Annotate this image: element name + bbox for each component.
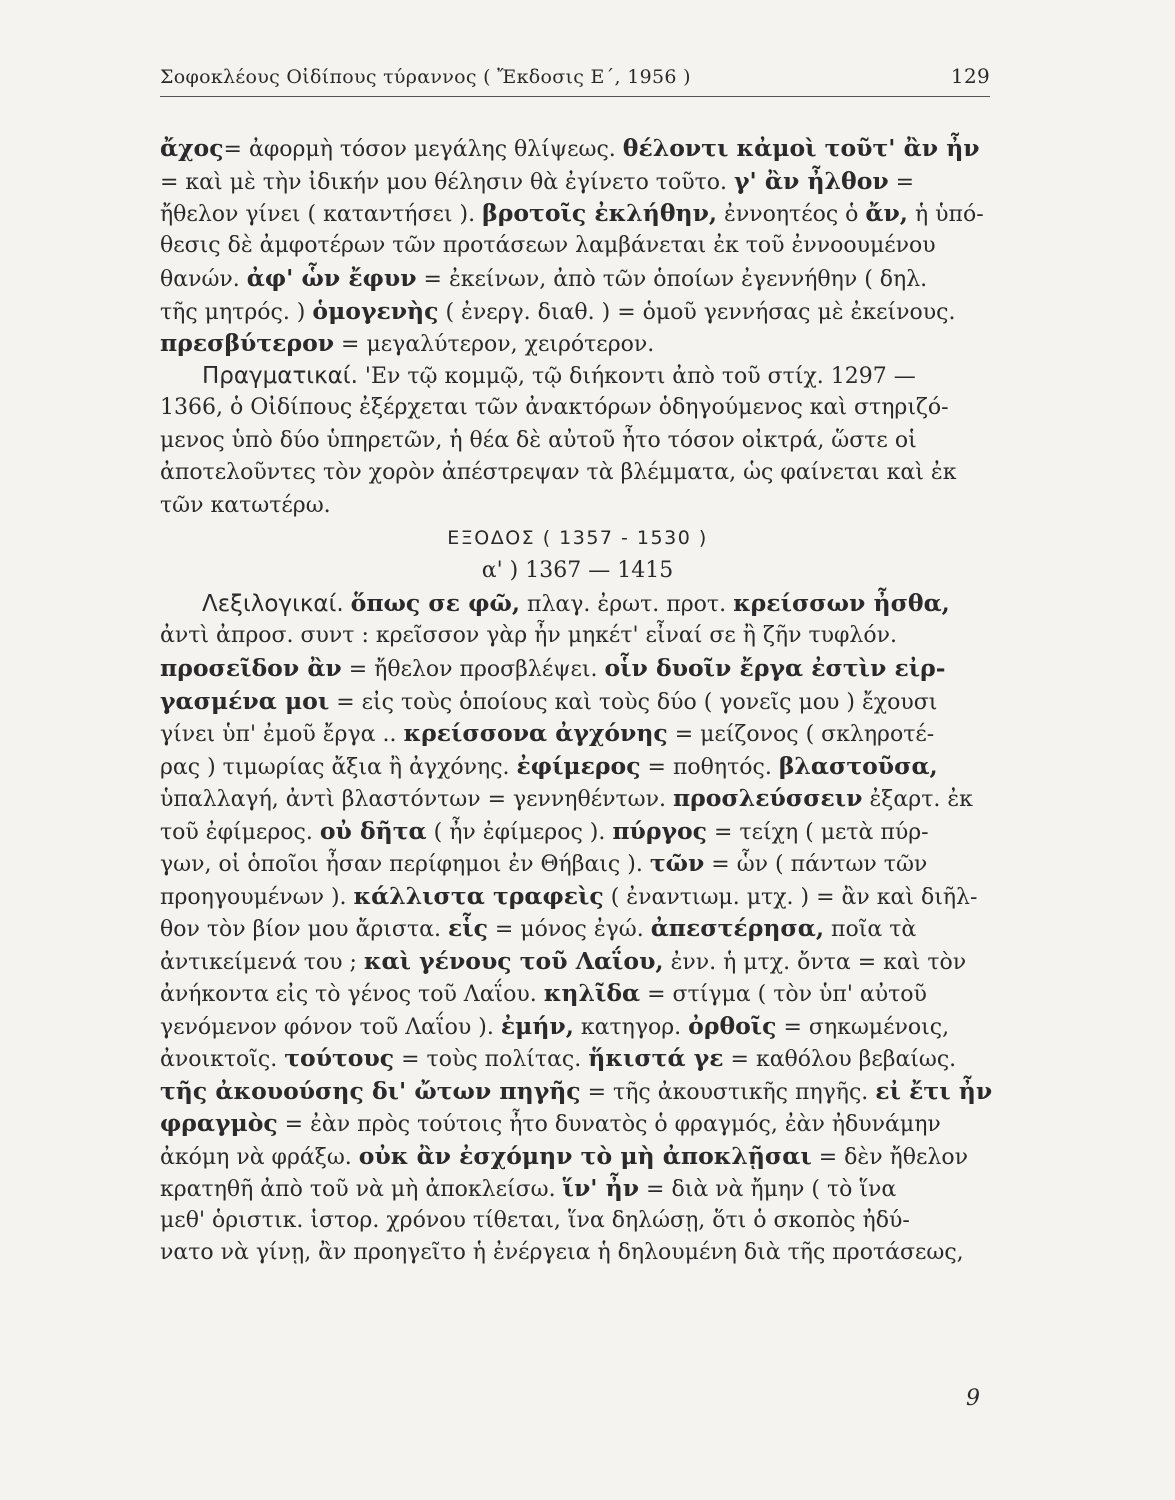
headword: βροτοῖς ἐκλήθην, [482,199,718,227]
section-label: Λεξιλογικαί. [202,591,344,617]
page-number: 129 [950,64,990,88]
text-line [160,815,995,848]
text-run: ἐνν. ἡ μτχ. ὄντα = καὶ τὸν [663,949,967,975]
headword: ἄν, [865,199,908,227]
text-line [160,1205,995,1238]
headword: ἵν' ἦν [562,1174,640,1202]
headword: κάλλιστα τραφεὶς [353,881,604,910]
text-line [160,685,995,718]
headword: ἀφ' ὧν ἔφυν [246,264,417,292]
text-run: = εἰς τοὺς ὁποίους καὶ τοὺς δύο ( γονεῖς μου ) ἔχουσι [329,689,938,715]
text-run: = σηκωμένοις, [776,1014,950,1040]
headword: ὀρθοῖς [688,1011,777,1040]
text-line [160,327,995,360]
headword: ἐφίμερος [516,751,641,780]
text-run: κατηγορ. [573,1014,689,1040]
header-title: Σοφοκλέους Οἰδίπους τύραννος ( Ἔκδοσις Ε΄, 1956 ) [160,66,691,88]
text-run: ἀκόμη νὰ φράξω. [160,1144,359,1170]
text-line [160,262,995,295]
text-line [160,425,995,458]
headword: τούτους [284,1044,395,1072]
text-run: ( ἐνεργ. διαθ. ) = ὁμοῦ γεννήσας μὲ ἐκείνους. [438,299,956,325]
text-run: 'Εν τῷ κομμῷ, τῷ διήκοντι ἀπὸ τοῦ στίχ. 1297 — [357,363,916,389]
text-line [160,652,995,685]
headword: εἷς [447,914,488,942]
text-run: = διὰ νὰ ἤμην ( τὸ ἵνα [639,1177,897,1202]
text-run: = μόνος ἐγώ. [487,917,651,942]
text-run [344,592,351,617]
text-run: = στίγμα ( τὸν ὑπ' αὐτοῦ [640,982,927,1007]
headword: πύργος [612,816,707,845]
headword: εἰ ἔτι ἦν [875,1076,993,1105]
text-line [160,1140,995,1173]
text-run: ἀντὶ ἀπροσ. συντ : κρεῖσσον γὰρ ἦν μηκέτ' εἶναί σε ἢ ζῆν τυφλόν. [160,622,897,648]
text-line [160,1237,995,1270]
text-run: = καὶ μὲ τὴν ἰδικήν μου θέλησιν θὰ ἐγίνετο τοῦτο. [160,169,734,195]
text-line [160,1075,995,1108]
text-line [160,230,995,263]
text-line [160,1042,995,1075]
text-run: = τοὺς πολίτας. [394,1047,589,1072]
text-run: ἡ ὑπό- [907,202,984,227]
text-run: ἀντικείμενά του ; [160,949,364,975]
text-line [160,360,995,393]
text-run: θεσις δὲ ἀμφοτέρων τῶν προτάσεων λαμβάνεται ἐκ τοῦ ἐννοουμένου [160,232,936,258]
text-line [160,945,995,978]
section-label: Πραγματικαί. [202,362,358,389]
text-run: ἀνήκοντα εἰς τὸ γένος τοῦ Λαΐου. [160,982,544,1007]
headword: ἥκιστά γε [588,1044,724,1072]
headword: ὅπως σε φῶ, [350,589,521,617]
text-run: τοῦ ἐφίμερος. [160,819,320,845]
text-line [160,197,995,230]
text-line [160,1010,995,1043]
text-run: = τῆς ἀκουστικῆς πηγῆς. [580,1079,876,1105]
text-run: θον τὸν βίον μου ἄριστα. [160,917,448,942]
text-run: α' ) 1367 — 1415 [481,557,674,583]
text-run: ποῖα τὰ [824,917,917,942]
text-line [160,522,995,555]
text-run: = ἤθελον προσβλέψει. [341,657,605,682]
headword: φραγμὸς [160,1109,278,1137]
headword: βλαστοῦσα, [778,751,938,780]
text-line [160,490,995,523]
headword: γασμένα μοι [160,686,330,715]
text-line [160,880,995,913]
text-run: = ὧν ( πάντων τῶν [704,852,928,877]
text-run: ( ἐναντιωμ. μτχ. ) = ἂν καὶ διῆλ- [603,884,978,910]
text-run: θανών. [160,267,247,292]
text-line [160,620,995,653]
text-line [160,717,995,750]
text-run: = μεγαλύτερον, χειρότερον. [334,332,655,357]
text-run: κρατηθῆ ἀπὸ τοῦ νὰ μὴ ἀποκλείσω. [160,1177,563,1202]
text-run: νατο νὰ γίνῃ, ἂν προηγεῖτο ἡ ἐνέργεια ἡ δηλουμένη διὰ τῆς προτάσεως, [160,1240,964,1265]
text-run: = μείζονος ( σκληροτέ- [667,722,935,747]
text-run: μενος ὑπὸ δύο ὑπηρετῶν, ἡ θέα δὲ αὐτοῦ ἦτο τόσον οἰκτρά, ὥστε οἱ [160,427,917,453]
text-line [160,1107,995,1140]
headword: προσλεύσσειν [672,784,863,812]
text-run: ἐξαρτ. ἐκ [862,787,973,812]
document-body [160,132,995,1270]
text-line [160,555,995,588]
text-line [160,977,995,1010]
signature-mark: 9 [966,1386,980,1411]
text-line [160,132,995,165]
running-header [160,60,990,97]
text-run: ἐννοητέος ὁ [717,202,866,227]
text-run: = ἀφορμὴ τόσον μεγάλης θλίψεως. [223,137,623,162]
headword: ὁμογενὴς [312,296,439,325]
text-run: τῶν κατωτέρω. [160,492,331,518]
text-run: ρας ) τιμωρίας ἄξια ἢ ἀγχόνης. [160,754,517,780]
text-run: τῆς μητρός. ) [160,299,313,325]
text-line [160,295,995,328]
headword: ἀπεστέρησα, [650,914,825,942]
headword: καὶ γένους τοῦ Λαΐου, [363,946,664,975]
text-line [160,912,995,945]
text-run: 1366, ὁ Οἰδίπους ἐξέρχεται τῶν ἀνακτόρων ὁδηγούμενος καὶ στηριζό- [160,395,949,420]
text-run: = ἐκείνων, ἀπὸ τῶν ὁποίων ἐγεννήθην ( δηλ. [416,267,928,292]
text-line [160,1172,995,1205]
headword: προσεῖδον ἂν [160,654,342,682]
text-run: προηγουμένων ). [160,884,354,910]
headword: κρείσσων ἦσθα, [733,589,950,617]
text-run: = καθόλου βεβαίως. [723,1047,957,1072]
text-run: πλαγ. ἐρωτ. προτ. [520,592,734,617]
text-run: = τείχη ( μετὰ πύρ- [707,819,929,845]
headword: οὐκ ἂν ἐσχόμην τὸ μὴ ἀποκλῇσαι [358,1141,812,1170]
text-run: μεθ' ὁριστικ. ἱστορ. χρόνου τίθεται, ἵνα δηλώσῃ, ὅτι ὁ σκοπὸς ἠδύ- [160,1207,910,1233]
section-label: ΕΞΟΔΟΣ ( 1357 - 1530 ) [447,527,708,549]
text-line [160,782,995,815]
headword: γ' ἂν ἦλθον [734,166,889,195]
headword: τῶν [649,849,705,877]
text-line [160,750,995,783]
headword: θέλοντι κἀμοὶ τοῦτ' ἂν ἦν [622,134,980,162]
text-run: ἀνοικτοῖς. [160,1047,285,1072]
text-run: = [888,169,915,195]
text-run: γίνει ὑπ' ἐμοῦ ἔργα .. [160,722,404,747]
headword: ἐμήν, [500,1011,574,1040]
text-run: = δὲν ἤθελον [811,1144,968,1170]
text-run: = ποθητός. [640,754,779,780]
text-line [160,847,995,880]
text-line [160,587,995,620]
headword: οἷν δυοῖν ἔργα ἐστὶν εἰρ- [604,654,946,682]
text-run: ἀποτελοῦντες τὸν χορὸν ἀπέστρεψαν τὰ βλέμματα, ὡς φαίνεται καὶ ἐκ [160,460,957,485]
text-line [160,457,995,490]
text-run: ὑπαλλαγή, ἀντὶ βλαστόντων = γεννηθέντων. [160,787,673,812]
text-run: ( ἦν ἐφίμερος ). [426,819,613,845]
text-run: γων, οἱ ὁποῖοι ἦσαν περίφημοι ἐν Θήβαις ). [160,852,650,877]
text-run: ἤθελον γίνει ( καταντήσει ). [160,202,483,227]
text-line [160,165,995,198]
text-run: γενόμενον φόνον τοῦ Λαΐου ). [160,1014,501,1040]
text-line [160,392,995,425]
headword: τῆς ἀκουούσης δι' ὤτων πηγῆς [160,1076,581,1105]
headword: ἄχος [160,134,224,162]
text-run: = ἐὰν πρὸς τούτοις ἦτο δυνατὸς ὁ φραγμός, ἐὰν ἠδυνάμην [277,1112,941,1137]
headword: οὐ δῆτα [319,816,427,845]
headword: κηλῖδα [543,979,641,1007]
headword: κρείσσονα ἀγχόνης [403,719,668,747]
headword: πρεσβύτερον [160,329,335,357]
